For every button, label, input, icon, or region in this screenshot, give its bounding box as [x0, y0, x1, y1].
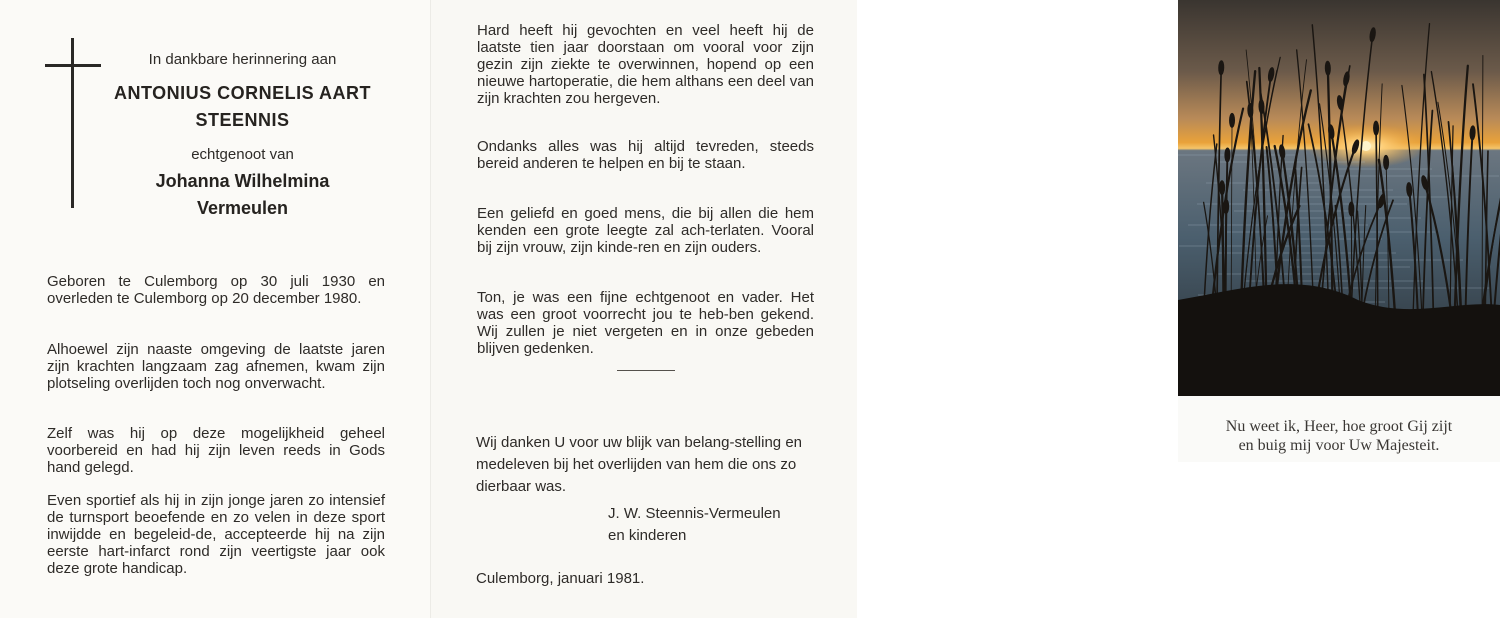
reed-plume — [1220, 181, 1225, 195]
reed-plume — [1406, 182, 1412, 196]
spouse-name-line2: Vermeulen — [196, 198, 289, 218]
reed-plume — [1219, 61, 1224, 75]
mid-paragraph-3: Een geliefd en goed mens, die bij allen die hem kenden een grote leegte zal ach-terlaten. Vooral bij zijn vrouw, zijn kinde-ren en zijn ouders. — [477, 205, 814, 256]
left-paragraph-3: Zelf was hij op deze mogelijkheid geheel voorbereid en had hij zijn leven reeds in Gods hand gelegd. — [47, 425, 385, 476]
card-photo-panel — [1178, 0, 1500, 462]
reed-plume — [1383, 155, 1388, 169]
card-middle-panel — [430, 0, 857, 618]
divider-line — [617, 370, 675, 371]
thanks-paragraph: Wij danken U voor uw blijk van belang-stelling en medeleven bij het overlijden van hem die ons zo dierbaar was. — [476, 434, 803, 495]
deceased-name-line2: STEENNIS — [195, 110, 290, 130]
reed-plume — [1470, 126, 1476, 140]
intro-text: In dankbare herinnering aan — [148, 51, 337, 68]
card-left-panel — [0, 0, 430, 618]
signature-line2: en kinderen — [608, 527, 687, 544]
reed-plume — [1373, 121, 1378, 135]
reed-plume — [1325, 61, 1330, 75]
deceased-name-line1: ANTONIUS CORNELIS AART — [113, 83, 371, 103]
sunset-reeds-photo — [1178, 0, 1500, 396]
spouse-name-line1: Johanna Wilhelmina — [155, 171, 330, 191]
birth-death-paragraph: Geboren te Culemborg op 30 juli 1930 en overleden te Culemborg op 20 december 1980. — [47, 273, 385, 307]
caption-line1: Nu weet ik, Heer, hoe groot Gij zijt — [1225, 418, 1453, 435]
mid-paragraph-2: Ondanks alles was hij altijd tevreden, steeds bereid anderen te helpen en bij te staan. — [477, 138, 814, 172]
left-paragraph-2: Alhoewel zijn naaste omgeving de laatste jaren zijn krachten langzaam zag afnemen, kwam zijn plotseling overlijden toch nog onverwacht. — [47, 341, 385, 392]
reed-plume — [1229, 113, 1234, 127]
spouse-name — [100, 168, 385, 222]
mid-paragraph-4: Ton, je was een fijne echtgenoot en vader. Het was een groot voorrecht jou te heb-ben gekend. Wij zullen je niet vergeten en in onze gebeden blijven gedenken. — [477, 289, 814, 357]
signature-line1: J. W. Steennis-Vermeulen — [608, 505, 781, 522]
cross-icon-bar — [45, 64, 101, 67]
photo-caption — [1178, 417, 1500, 455]
mid-paragraph-1: Hard heeft hij gevochten en veel heeft hij de laatste tien jaar doorstaan om vooral voor zijn gezin zijn ziekte te overwinnen, hopend op een nieuwe hartoperatie, die hem althans een deel van zijn krachten zou hergeven. — [477, 22, 814, 107]
left-paragraph-4: Even sportief als hij in zijn jonge jaren zo intensief de turnsport beoefende en zo velen in deze sport inwijdde en begeleid-de, accepteerde hij na zijn eerste hart-infarct rond zijn veertigste jaar ook deze grote handicap. — [47, 492, 385, 577]
spouse-intro-text: echtgenoot van — [191, 146, 294, 163]
reed-plume — [1225, 148, 1230, 162]
place-date: Culemborg, januari 1981. — [476, 570, 645, 587]
caption-line2: en buig mij voor Uw Majesteit. — [1238, 437, 1440, 454]
deceased-name — [100, 80, 385, 134]
